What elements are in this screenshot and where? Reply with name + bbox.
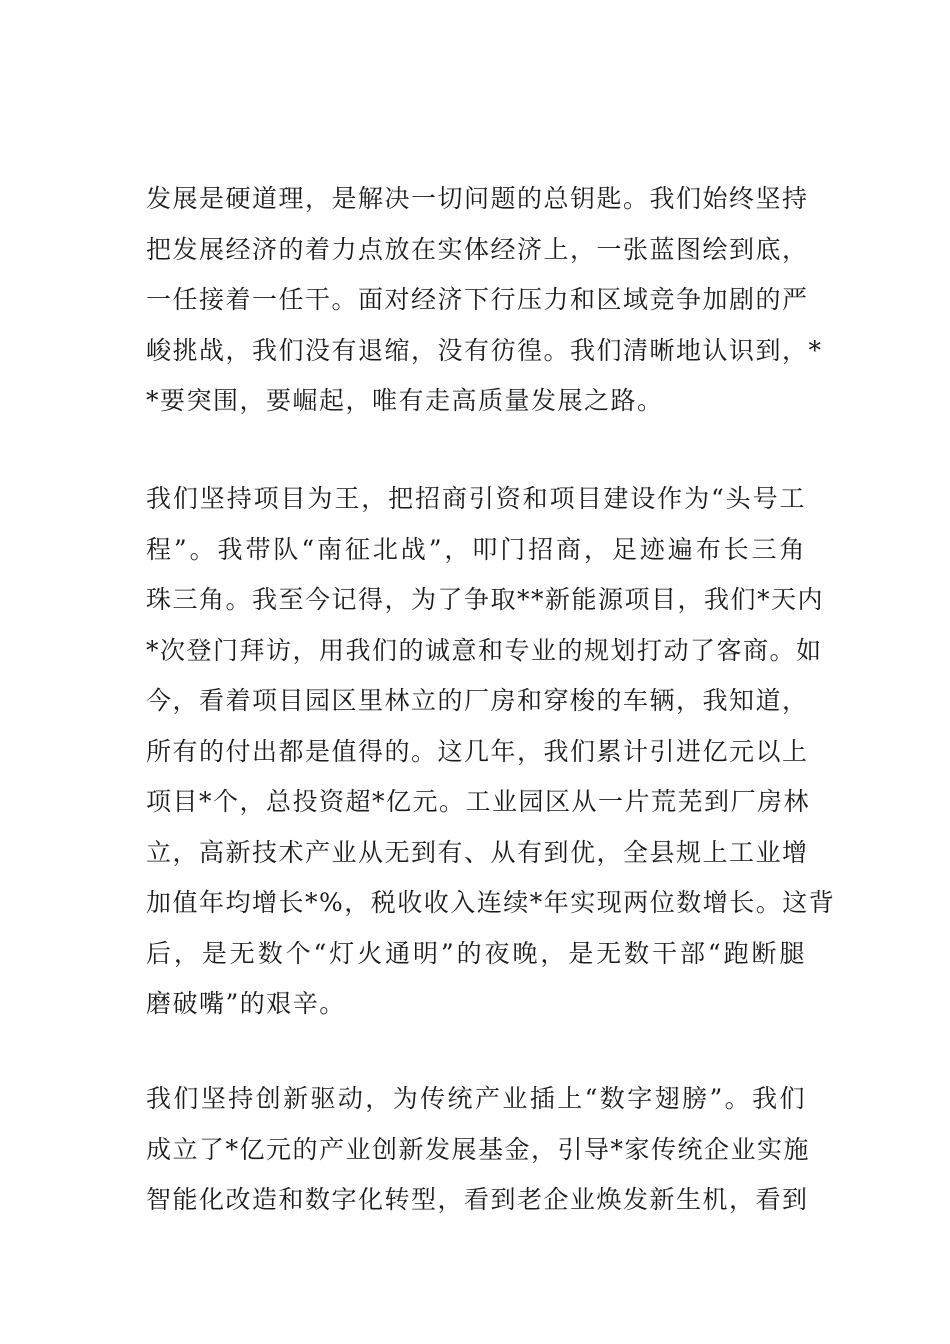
- text-line: 所有的付出都是值得的。这几年，我们累计引进亿元以上: [146, 736, 809, 766]
- text-line: 珠三角。我至今记得，为了争取**新能源项目，我们*天内: [146, 585, 825, 614]
- text-line: 一任接着一任干。面对经济下行压力和区域竞争加剧的严: [146, 285, 809, 314]
- paragraph-development: [146, 174, 823, 427]
- text-line: 加值年均增长*%，税收收入连续*年实现两位数增长。这背: [146, 888, 836, 917]
- text-line: 立，高新技术产业从无到有、从有到优，全县规上工业增: [146, 837, 809, 867]
- text-line: 程”。我带队“南征北战”，叩门招商，足迹遍布长三角: [146, 534, 806, 564]
- paragraph-innovation: [146, 1074, 811, 1226]
- text-line: 成立了*亿元的产业创新发展基金，引导*家传统企业实施: [146, 1134, 811, 1164]
- text-line: 我们坚持项目为王，把招商引资和项目建设作为“头号工: [146, 484, 806, 513]
- text-line: 磨破嘴”的艰辛。: [146, 989, 346, 1018]
- text-line: 发展是硬道理，是解决一切问题的总钥匙。我们始终坚持: [146, 184, 809, 213]
- text-line: 今，看着项目园区里林立的厂房和穿梭的车辆，我知道，: [146, 686, 809, 715]
- text-line: 把发展经济的着力点放在实体经济上，一张蓝图绘到底，: [146, 234, 809, 264]
- text-line: 峻挑战，我们没有退缩，没有彷徨。我们清晰地认识到，*: [146, 335, 823, 365]
- text-line: *次登门拜访，用我们的诚意和专业的规划打动了客商。如: [146, 635, 823, 665]
- paragraph-projects: [146, 474, 836, 1030]
- text-line: *要突围，要崛起，唯有走高质量发展之路。: [146, 386, 664, 415]
- text-line: 我们坚持创新驱动，为传统产业插上“数字翅膀”。我们: [146, 1084, 806, 1113]
- text-line: 智能化改造和数字化转型，看到老企业焕发新生机，看到: [146, 1185, 809, 1214]
- text-line: 项目*个，总投资超*亿元。工业园区从一片荒芜到厂房林: [146, 787, 811, 816]
- text-line: 后，是无数个“灯火通明”的夜晚，是无数干部“跑断腿: [146, 938, 806, 968]
